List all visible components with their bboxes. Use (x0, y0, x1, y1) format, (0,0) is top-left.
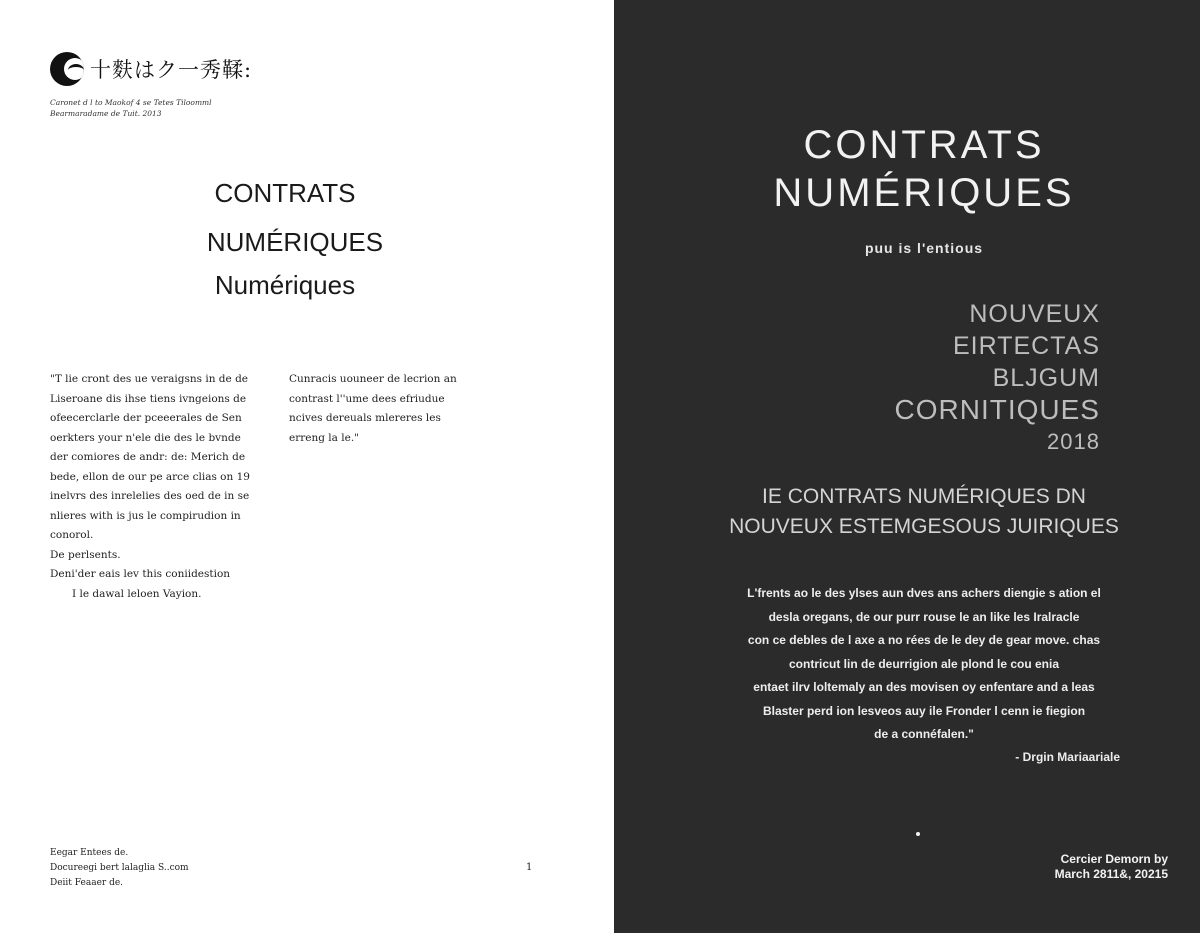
right-title-line-2: NUMÉRIQUES (773, 171, 1075, 215)
column1-line: De perlsents. (50, 548, 121, 561)
column1-line: inelvrs des inrelelies des oed de in se (50, 490, 250, 502)
quote-line: con ce debles de l axe a no rées de le dey de gear move. chas (747, 633, 1101, 647)
footer-line: Cercier Demorn by (1060, 852, 1168, 866)
column1-line: Liseroane dis ihse tiens ivngeions de (50, 392, 247, 405)
quote-line: contricut lin de deurrigion ale plond le cou enia (788, 656, 1060, 671)
column2-line: ncives dereuals mlereres les (289, 412, 441, 424)
page-number: 1 (526, 862, 533, 873)
body-column-1 (50, 370, 250, 604)
right-heading-line-2: NOUVEUX ESTEMGESOUS JUIRIQUES (729, 515, 1119, 538)
column1-line: I le dawal leloen Vayion. (72, 587, 202, 600)
column1-line: "T lie cront des ue veraigsns in de de (50, 373, 249, 385)
decorative-dot (916, 832, 920, 836)
footer-line: Eegar Entees de. (50, 848, 129, 858)
right-footer (1055, 852, 1168, 882)
left-title-line-2: NUMÉRIQUES (206, 227, 384, 257)
footer-line: Deiit Feaaer de. (50, 878, 124, 888)
column1-line: oerkters your n'ele die des le bvnde (50, 431, 241, 444)
stack-line-4: CORNITIQUES (894, 394, 1100, 425)
stack-line-5: 2018 (1047, 429, 1100, 454)
column1-line: ofeecerclarle der pceeerales de Sen (50, 412, 242, 424)
right-heading-line-1: IE CONTRATS NUMÉRIQUES DN (762, 485, 1086, 508)
logo-emblem-icon (50, 52, 84, 86)
column1-line: conorol. (50, 529, 94, 541)
quote-line: L'frents ao le des ylses aun dves ans achers diengie s ation el (747, 586, 1101, 600)
left-title-line-1: CONTRATS (214, 178, 356, 208)
quote-attribution: - Drgin Mariaariale (1015, 750, 1120, 764)
right-subtitle: puu is l'entious (864, 240, 984, 256)
meta-line-2: Bearmaradame de Tuit. 2013 (50, 109, 162, 118)
body-column-2 (289, 370, 457, 448)
footer-line: March 2811&, 20215 (1054, 867, 1168, 881)
stack-line-1: NOUVEUX (969, 300, 1100, 328)
column2-line: Cunracis uouneer de lecrion an (289, 373, 457, 385)
stack-line-3: BLJGUM (992, 364, 1100, 392)
right-page (614, 0, 1200, 933)
stack-line-2: EIRTECTAS (953, 332, 1100, 360)
column2-line: contrast l''ume dees efriudue (289, 392, 445, 405)
column1-line: nlieres with is jus le compirudion in (50, 509, 241, 522)
logo-text: 十麩はク一秀鞣: (90, 58, 253, 82)
quote-line: desla oregans, de our purr rouse le an like les Iralracle (768, 609, 1080, 624)
footer-line: Docureegi bert lalaglia S..com (50, 863, 189, 873)
column1-line: bede, ellon de our pe arce clias on 19 (50, 470, 250, 483)
column2-line: erreng la le." (289, 431, 359, 444)
quote-block (614, 582, 1200, 747)
quote-line: Blaster perd ion lesveos auy ile Fronder l cenn ie fiegion (762, 703, 1086, 718)
column1-line: der comiores de andr: de: Merich de (50, 451, 246, 463)
right-title-line-1: CONTRATS (803, 123, 1045, 167)
left-title-line-3: Numériques (214, 270, 356, 300)
quote-line: de a connéfalen." (874, 727, 974, 741)
meta-line-1: Caronet d l to Maokof 4 se Tetes Tiloomml (50, 98, 212, 107)
logo (50, 52, 252, 86)
column1-line: Deni'der eais lev this coniidestion (50, 568, 231, 580)
left-footer (50, 846, 189, 891)
quote-line: entaet ilrv loltemaly an des movisen oy enfentare and a leas (753, 680, 1095, 694)
